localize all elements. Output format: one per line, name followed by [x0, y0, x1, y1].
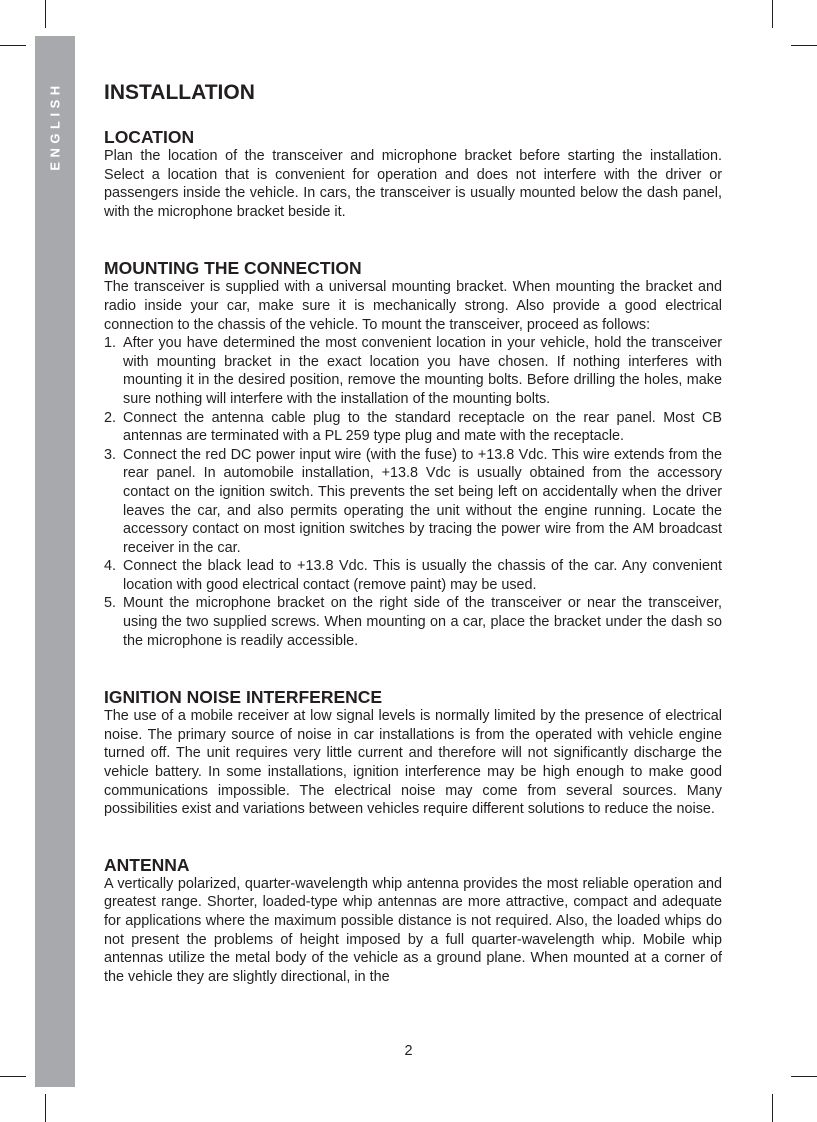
- step-number: 2.: [104, 409, 117, 426]
- crop-mark: [772, 1094, 773, 1122]
- step-text: After you have determined the most convenient location in your vehicle, hold the transceiver with mounting bracket in the exact location you have chosen. If nothing interferes with mounting it in the desired position, remove the mounting bolts. Before drilling the holes, make sure nothing will interfere with the installation of the mounting bolts.: [123, 335, 722, 407]
- step-text: Connect the black lead to +13.8 Vdc. This is usually the chassis of the car. Any convenient location with good electrical contact (remove paint) may be used.: [123, 558, 722, 593]
- crop-mark: [772, 0, 773, 28]
- list-item: [104, 594, 722, 650]
- crop-mark: [791, 45, 817, 46]
- step-number: 5.: [104, 595, 117, 612]
- language-label: ENGLISH: [47, 81, 63, 171]
- section-heading-antenna: ANTENNA: [104, 854, 190, 875]
- step-text: Mount the microphone bracket on the right side of the transceiver or near the transceiver, using the two supplied screws. When mounting on a car, place the bracket under the dash so the microphone is readily accessible.: [123, 595, 722, 649]
- step-text: Connect the red DC power input wire (with the fuse) to +13.8 Vdc. This wire extends from the rear panel. In automobile installation, +13.8 Vdc is usually obtained from the accessory contact on the ignition switch. This prevents the set being left on accidentally when the driver leaves the car, and also permits operating the unit without the engine running. Locate the accessory contact on most ignition switches by tracing the power wire from the AM broadcast receiver in the car.: [123, 446, 722, 556]
- ignition-paragraph: The use of a mobile receiver at low signal levels is normally limited by the presence of electrical noise. The primary source of noise in car installations is from the operated with vehicle engine turned off. The unit requires very little current and therefore will not significantly discharge the vehicle battery. In some installations, ignition interference may be high enough to make good communications impossible. The electrical noise may come from several sources. Many possibilities exist and variations between vehicles require different solutions to reduce the noise.: [104, 708, 722, 818]
- page-number: 2: [404, 1043, 413, 1059]
- page-title: INSTALLATION: [104, 81, 255, 104]
- section-heading-ignition: IGNITION NOISE INTERFERENCE: [104, 687, 383, 708]
- mounting-steps: [104, 334, 722, 650]
- antenna-paragraph: A vertically polarized, quarter-wavelength whip antenna provides the most reliable operation and greatest range. Shorter, loaded-type whip antennas are more attractive, compact and adequate for applications where the maximum possible distance is not required. Also, the loaded whips do not present the problems of height imposed by a full quarter-wavelength whip. Mobile whip antennas utilize the metal body of the vehicle as a ground plane. When mounted at a corner of the vehicle they are slightly directional, in the: [104, 875, 722, 985]
- step-number: 1.: [104, 335, 117, 352]
- step-text: Connect the antenna cable plug to the standard receptacle on the rear panel. Most CB antennas are terminated with a PL 259 type plug and mate with the receptacle.: [123, 409, 722, 445]
- list-item: [104, 334, 722, 408]
- crop-mark: [45, 0, 46, 28]
- mounting-intro: The transceiver is supplied with a universal mounting bracket. When mounting the bracket and radio inside your car, make sure it is mechanically strong. Also provide a good electrical connection to the chassis of the vehicle. To mount the transceiver, proceed as follows:: [104, 279, 722, 333]
- location-paragraph: Plan the location of the transceiver and microphone bracket before starting the installation. Select a location that is convenient for operation and does not interfere with the driver or passengers inside the vehicle. In cars, the transceiver is usually mounted below the dash panel, with the microphone bracket beside it.: [104, 148, 722, 220]
- list-item: [104, 446, 722, 558]
- page-content: [104, 80, 722, 986]
- crop-mark: [0, 45, 26, 46]
- section-heading-mounting: MOUNTING THE CONNECTION: [104, 258, 362, 279]
- step-number: 3.: [104, 446, 117, 463]
- crop-mark: [45, 1094, 46, 1122]
- step-number: 4.: [104, 558, 117, 575]
- crop-mark: [0, 1076, 26, 1077]
- list-item: [104, 557, 722, 594]
- language-sidebar: [35, 36, 75, 1087]
- crop-mark: [791, 1076, 817, 1077]
- section-heading-location: LOCATION: [104, 127, 195, 147]
- list-item: [104, 409, 722, 446]
